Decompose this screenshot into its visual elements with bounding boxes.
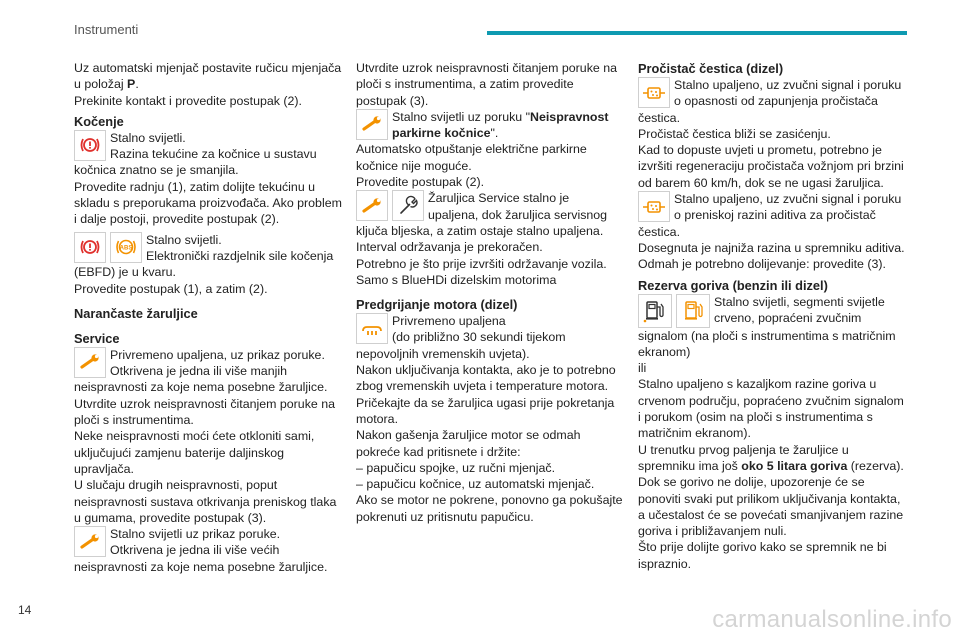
brake-warning-icon bbox=[74, 232, 106, 263]
fuel-pump-icon bbox=[638, 294, 672, 328]
abs-warning-icon bbox=[110, 232, 142, 263]
parking-brake-row: Stalno svijetli uz poruku "Neispravnost parkirne kočnice". bbox=[356, 109, 626, 142]
ebfd-warning-row: ABS Stalno svijetli. Elektronički razdjelnik sile kočenja bbox=[74, 232, 346, 265]
page-number: 14 bbox=[18, 603, 32, 617]
particle-filter-row: Stalno upaljeno, uz zvučni signal i poruku o opasnosti od zapunjenja pročistača bbox=[638, 77, 908, 110]
heading-fuel-reserve: Rezerva goriva (benzin ili dizel) bbox=[638, 277, 828, 293]
spanner-outline-icon bbox=[392, 190, 424, 221]
intro-text-2: Prekinite kontakt i provedite postupak (2). bbox=[74, 93, 302, 108]
additive-row: Stalno upaljeno, uz zvučni signal i poruku o preniskoj razini aditiva za pročistač bbox=[638, 191, 908, 224]
service-wrench-icon bbox=[74, 347, 106, 378]
watermark: carmanualsonline.info bbox=[712, 606, 952, 633]
svg-text:ABS: ABS bbox=[119, 245, 133, 252]
brake-warning-icon bbox=[74, 130, 106, 161]
intro-text: Uz automatski mjenjač postavite ručicu mjenjača u položaj P. bbox=[74, 61, 342, 92]
heading-particle-filter: Pročistač čestica (dizel) bbox=[638, 61, 784, 76]
fuel-reserve-row: Stalno svijetli, segmenti svijetle crveno, popraćeni zvučnim bbox=[638, 294, 908, 328]
heading-preheat: Predgrijanje motora (dizel) bbox=[356, 297, 518, 313]
service-wrench-icon bbox=[356, 190, 388, 221]
heading-braking: Kočenje bbox=[74, 113, 124, 129]
service-wrench-icon bbox=[74, 526, 106, 557]
brake-warning-row: Stalno svijetli. Razina tekućine za kočnice u sustavu bbox=[74, 130, 346, 163]
fuel-level-icon bbox=[676, 294, 710, 328]
heading-service: Service bbox=[74, 330, 120, 346]
preheat-row: Privremeno upaljena (do približno 30 sekundi tijekom bbox=[356, 313, 626, 346]
list-item: – papučicu spojke, uz ručni mjenjač. bbox=[356, 460, 556, 475]
column-3: Pročistač čestica (dizel) Stalno upaljeno, uz zvučni signal i poruku o opasnosti od zapunjenja pročistača čestica. Pročistač čestica bliži se zasićenju. Kad to dopuste uvjeti u prometu, potrebno je izvršiti regeneraciju pročistača vožnjom pri brzini od barem 60 km/h, dok se ne ugasi žaruljica. Stalno upaljeno, uz zvučni signal i poruku o preniskoj razini aditiva za pročistač čestica. Dosegnuta je najniža razina u spremniku aditiva. Odmah je potrebno dolijevanje: provedite (3). Rezerva goriva (benzin ili dizel) Stalno svijetli, segmenti svijetle crveno, popraćeni zvučnim signalom (na ploči s instrumentima s matričnim ekranom) ili Stalno upaljeno s kazaljkom razine goriva u crvenom području, popraćeno zvučnim signalom i porukom (osim na ploči s instrumentima s matričnim ekranom). U trenutku prvog paljenja te žaruljice u spremniku ima još oko 5 litara goriva (rezerva). Dok se gorivo ne dolije, upozorenje će se ponoviti svaki put prilikom uključivanja kontakta, a učestalost će se povećati smanjivanjem razine goriva i približavanjem nuli. Što prije dolijte gorivo kako se spremnik ne bi ispraznio. bbox=[638, 60, 908, 572]
column-2: Utvrdite uzrok neispravnosti čitanjem poruke na ploči s instrumentima, a zatim provedite postupak (3). Stalno svijetli uz poruku "Neispravnost parkirne kočnice". Automatsko otpuštanje električne parkirne kočnice nije moguće. Provedite postupak (2). Žaruljica Service stalno je upaljena, dok žaruljica servisnog ključa bljeska, a zatim ostaje stalno upaljena. Interval održavanja je prekoračen. Potrebno je što prije izvršiti održavanje vozila. Samo s BlueHDi dizelskim motorima Predgrijanje motora (dizel) Privremeno upaljena (do približno 30 sekundi tijekom nepovoljnih vremenskih uvjeta). Nakon uključivanja kontakta, ako je to potrebno zbog vremenskih uvjeta i temperature motora. Pričekajte da se žaruljica ugasi prije pokretanja motora. Nakon gašenja žaruljice motor se odmah pokreće kad pritisnete i držite: – papučicu spojke, uz ručni mjenjač. – papučicu kočnice, uz automatski mjenjač. Ako se motor ne pokrene, ponovno ga pokušajte pokrenuti uz pritisnutu papučicu. bbox=[356, 60, 626, 525]
service-spanner-row: Žaruljica Service stalno je upaljena, dok žaruljica servisnog bbox=[356, 190, 626, 223]
glow-plug-icon bbox=[356, 313, 388, 344]
section-title: Instrumenti bbox=[74, 22, 139, 37]
column-1: Uz automatski mjenjač postavite ručicu mjenjača u položaj P. Prekinite kontakt i provedite postupak (2). Kočenje Stalno svijetli. Razina tekućine za kočnice u sustavu kočnica znatno se je smanjila. Provedite radnju (1), zatim dolijte tekućinu u skladu s preporukama proizvođača. Ako problem i dalje postoji, provedite postupak (2). ABS Stalno svijetli. Elektronički razdjelnik sile kočenja (EBFD) je u kvaru. Provedite postupak (1), a zatim (2). Narančaste žaruljice Service Privremeno upaljena, uz prikaz poruke. Otkrivena je jedna ili više manjih neispravnosti za koje nema posebne žaruljice. Utvrdite uzrok neispravnosti čitanjem poruke na ploči s instrumentima. Neke neispravnosti moći ćete otkloniti sami, uključujući zamjenu baterije daljinskog upravljača. U slučaju drugih neispravnosti, poput neispravnosti sustava otkrivanja preniskog tlaka u gumama, provedite postupak (3). Stalno svijetli uz prikaz poruke. Otkrivena je jedna ili više većih neispravnosti za koje nema posebne žaruljice. bbox=[74, 60, 346, 575]
heading-orange-lights: Narančaste žaruljice bbox=[74, 305, 198, 321]
service-major-row: Stalno svijetli uz prikaz poruke. Otkrivena je jedna ili više većih bbox=[74, 526, 346, 559]
particle-filter-icon bbox=[638, 191, 670, 222]
particle-filter-icon bbox=[638, 77, 670, 108]
service-wrench-icon bbox=[356, 109, 388, 140]
service-warning-row: Privremeno upaljena, uz prikaz poruke. Otkrivena je jedna ili više manjih bbox=[74, 347, 346, 380]
header-accent-bar bbox=[487, 31, 907, 35]
list-item: – papučicu kočnice, uz automatski mjenjač. bbox=[356, 477, 595, 492]
